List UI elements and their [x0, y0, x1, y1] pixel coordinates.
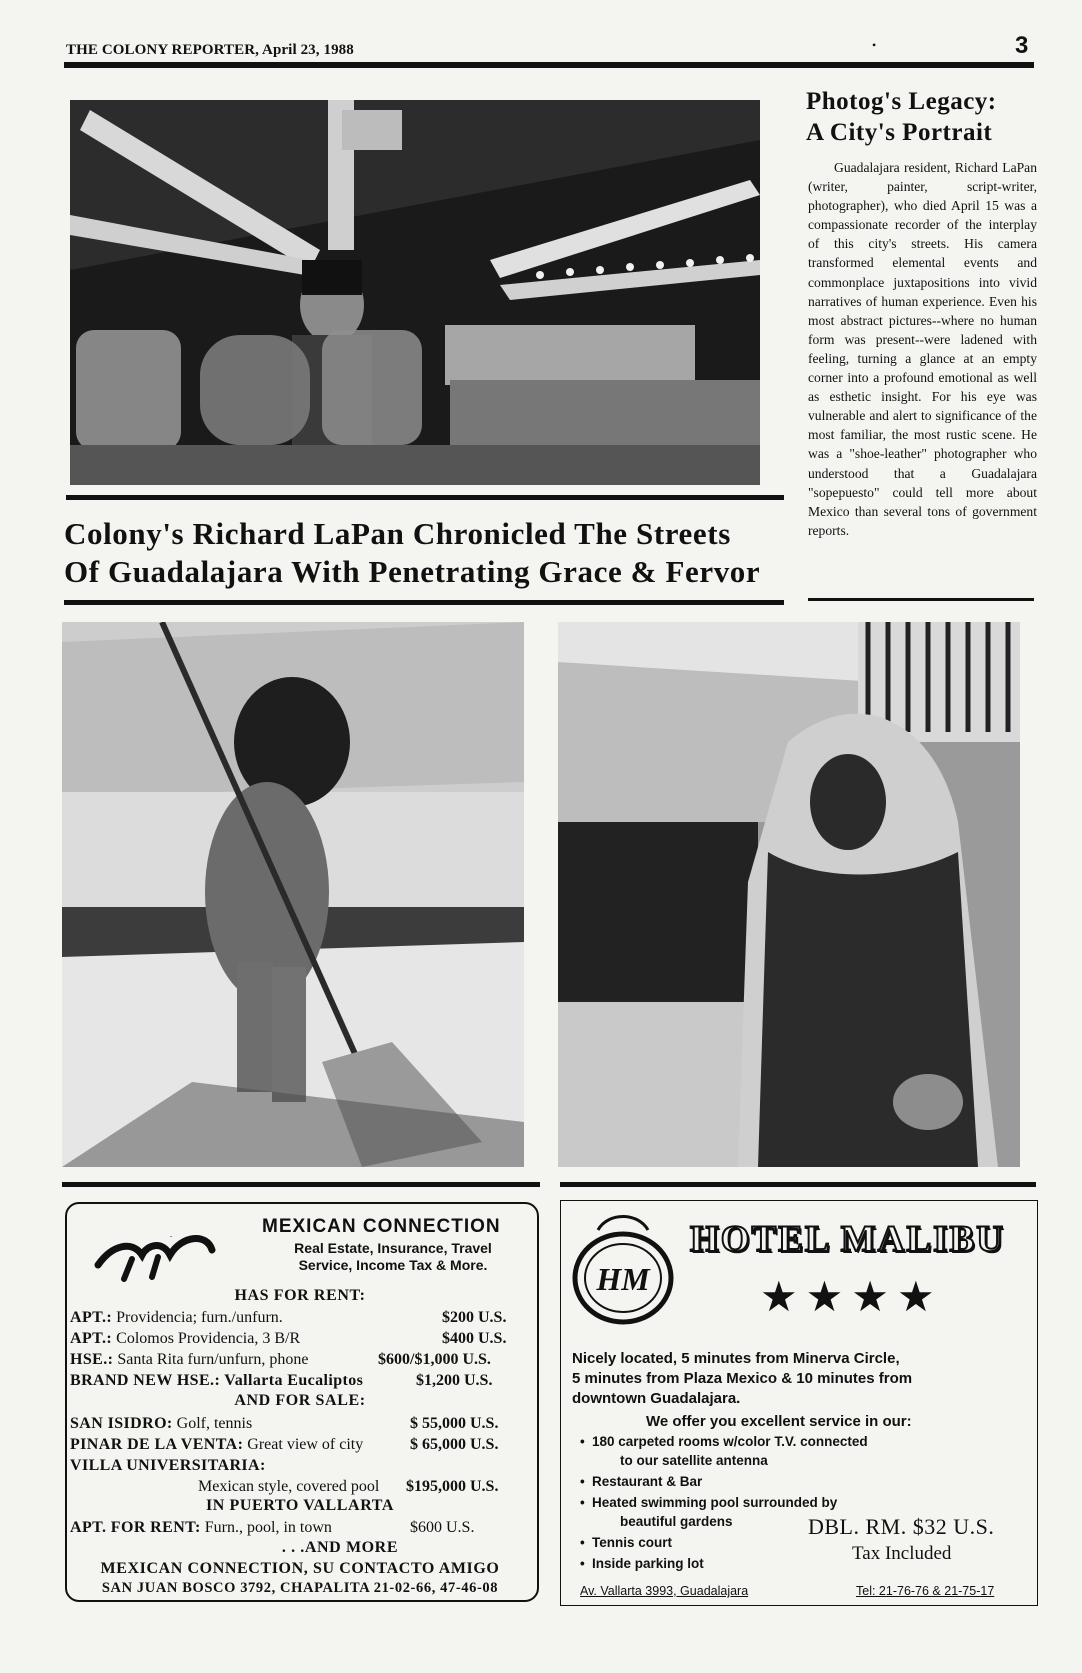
listing-desc: Mexican style, covered pool	[198, 1478, 380, 1495]
offer-line: We offer you excellent service in our:	[646, 1413, 912, 1430]
amenity-item: • Tennis court	[580, 1535, 673, 1550]
listing-label: BRAND NEW HSE.:	[70, 1372, 221, 1389]
ad-footer-address: SAN JUAN BOSCO 3792, CHAPALITA 21-02-66, 47-46-08	[101, 1580, 499, 1596]
bullet-mark: •	[872, 38, 877, 52]
rule	[560, 1182, 1036, 1187]
amenity-text: 180 carpeted rooms w/color T.V. connected	[592, 1434, 868, 1449]
sidebar-headline-line-1: Photog's Legacy:	[806, 88, 997, 115]
listing-label: VILLA UNIVERSITARIA:	[70, 1457, 266, 1474]
amenity-item: • 180 carpeted rooms w/color T.V. connected	[580, 1434, 868, 1449]
for-rent-heading: HAS FOR RENT:	[234, 1287, 366, 1304]
star-rating-icon: ★★★★	[760, 1275, 943, 1321]
amenity-text: beautiful gardens	[620, 1514, 733, 1529]
amenity-item: • Restaurant & Bar	[580, 1474, 703, 1489]
listing-label: SAN ISIDRO:	[70, 1415, 173, 1432]
hotel-phone: Tel: 21-76-76 & 21-75-17	[856, 1584, 995, 1598]
amenity-text: Restaurant & Bar	[592, 1474, 703, 1489]
child-sweeping-photo	[62, 622, 524, 1167]
page-number: 3	[1015, 32, 1029, 59]
location-line-2: 5 minutes from Plaza Mexico & 10 minutes from	[572, 1370, 913, 1387]
puerto-vallarta-heading: IN PUERTO VALLARTA	[205, 1497, 395, 1514]
rule	[808, 598, 1034, 601]
listing-desc: Golf, tennis	[172, 1415, 253, 1432]
hotel-address: Av. Vallarta 3993, Guadalajara	[580, 1584, 749, 1598]
location-line-3: downtown Guadalajara.	[572, 1390, 741, 1407]
services-line-1: Real Estate, Insurance, Travel	[294, 1240, 492, 1256]
sidebar-headline	[806, 86, 1036, 148]
listing-label: APT.:	[70, 1330, 113, 1347]
ad-business-name: MEXICAN CONNECTION	[262, 1216, 501, 1237]
amenity-item	[620, 1453, 768, 1468]
amenity-text: Inside parking lot	[592, 1556, 704, 1571]
listing-label: APT. FOR RENT:	[70, 1519, 201, 1536]
svg-text:mc: mc	[170, 1236, 173, 1238]
listing-label: APT.:	[70, 1309, 113, 1326]
amenity-text: to our satellite antenna	[620, 1453, 768, 1468]
amenity-item: • Inside parking lot	[580, 1556, 704, 1571]
listing-desc: Colomos Providencia, 3 B/R	[112, 1330, 301, 1347]
ad-footer-tagline: MEXICAN CONNECTION, SU CONTACTO AMIGO	[100, 1560, 500, 1577]
amenity-item	[620, 1514, 733, 1529]
headline-line-2: Of Guadalajara With Penetrating Grace & Fervor	[64, 554, 761, 589]
rule	[66, 495, 784, 500]
rule	[64, 600, 784, 605]
main-headline	[64, 515, 794, 591]
amenity-item: • Heated swimming pool surrounded by	[580, 1495, 838, 1510]
tax-note: Tax Included	[852, 1543, 952, 1564]
listing-label: HSE.:	[70, 1351, 114, 1368]
listing-price: $195,000 U.S.	[406, 1478, 499, 1495]
listing-desc: Providencia; furn./unfurn.	[112, 1309, 283, 1326]
listing-desc: Furn., pool, in town	[200, 1519, 332, 1536]
mexican-connection-logo	[92, 1215, 222, 1283]
listing-price: $1,200 U.S.	[416, 1372, 493, 1389]
services-line-2: Service, Income Tax & More.	[298, 1257, 488, 1273]
and-more-text: . . .AND MORE	[281, 1539, 399, 1556]
sidebar-headline-line-2: A City's Portrait	[806, 119, 993, 146]
amenity-text: Heated swimming pool surrounded by	[592, 1495, 838, 1510]
listing-desc: Santa Rita furn/unfurn, phone	[113, 1351, 309, 1368]
svg-text:HM: HM	[596, 1261, 650, 1297]
rule	[62, 1182, 540, 1187]
listing-price: $ 65,000 U.S.	[410, 1436, 499, 1453]
listing-label: PINAR DE LA VENTA:	[70, 1436, 244, 1453]
listing-price: $400 U.S.	[442, 1330, 507, 1347]
sidebar-article-body	[808, 158, 1037, 540]
listing-price: $ 55,000 U.S.	[410, 1415, 499, 1432]
market-stall-photo	[70, 100, 760, 485]
headline-line-1: Colony's Richard LaPan Chronicled The Streets	[64, 516, 731, 551]
amenity-text: Tennis court	[592, 1535, 673, 1550]
hotel-emblem-icon	[568, 1208, 678, 1328]
newspaper-dateline: THE COLONY REPORTER, April 23, 1988	[66, 42, 354, 58]
old-woman-photo	[558, 622, 1020, 1167]
article-paragraph: Guadalajara resident, Richard LaPan (writer, painter, script-writer, photographer), who died April 15 was a compassionate recorder of the interplay of this city's streets. His camera transformed elemental events and commonplace juxtapositions into vivid narratives of human experience. Even his most abstract pictures--where no human form was present--were ladened with feeling, turning a glance at an empty corner into a profound emotional as well as esthetic insight. For his eye was vulnerable and alert to significance of the most familiar, the most rustic scene. He was a "shoe-leather" photographer who understood that a Guadalajara "sopepuesto" could tell more about Mexico than several tons of government reports.	[808, 160, 1037, 538]
listing-desc: Vallarta Eucaliptos	[220, 1372, 364, 1389]
listing-price: $200 U.S.	[442, 1309, 507, 1326]
ad-services	[262, 1240, 524, 1274]
for-sale-heading: AND FOR SALE:	[234, 1392, 366, 1409]
listing-price: $600 U.S.	[410, 1519, 475, 1536]
listing-desc: Great view of city	[243, 1436, 364, 1453]
header-rule	[64, 62, 1034, 68]
location-line-1: Nicely located, 5 minutes from Minerva Circle,	[572, 1350, 900, 1367]
hotel-name: HOTEL MALIBU	[690, 1219, 1005, 1260]
room-price: DBL. RM. $32 U.S.	[808, 1514, 995, 1539]
listing-price: $600/$1,000 U.S.	[378, 1351, 491, 1368]
